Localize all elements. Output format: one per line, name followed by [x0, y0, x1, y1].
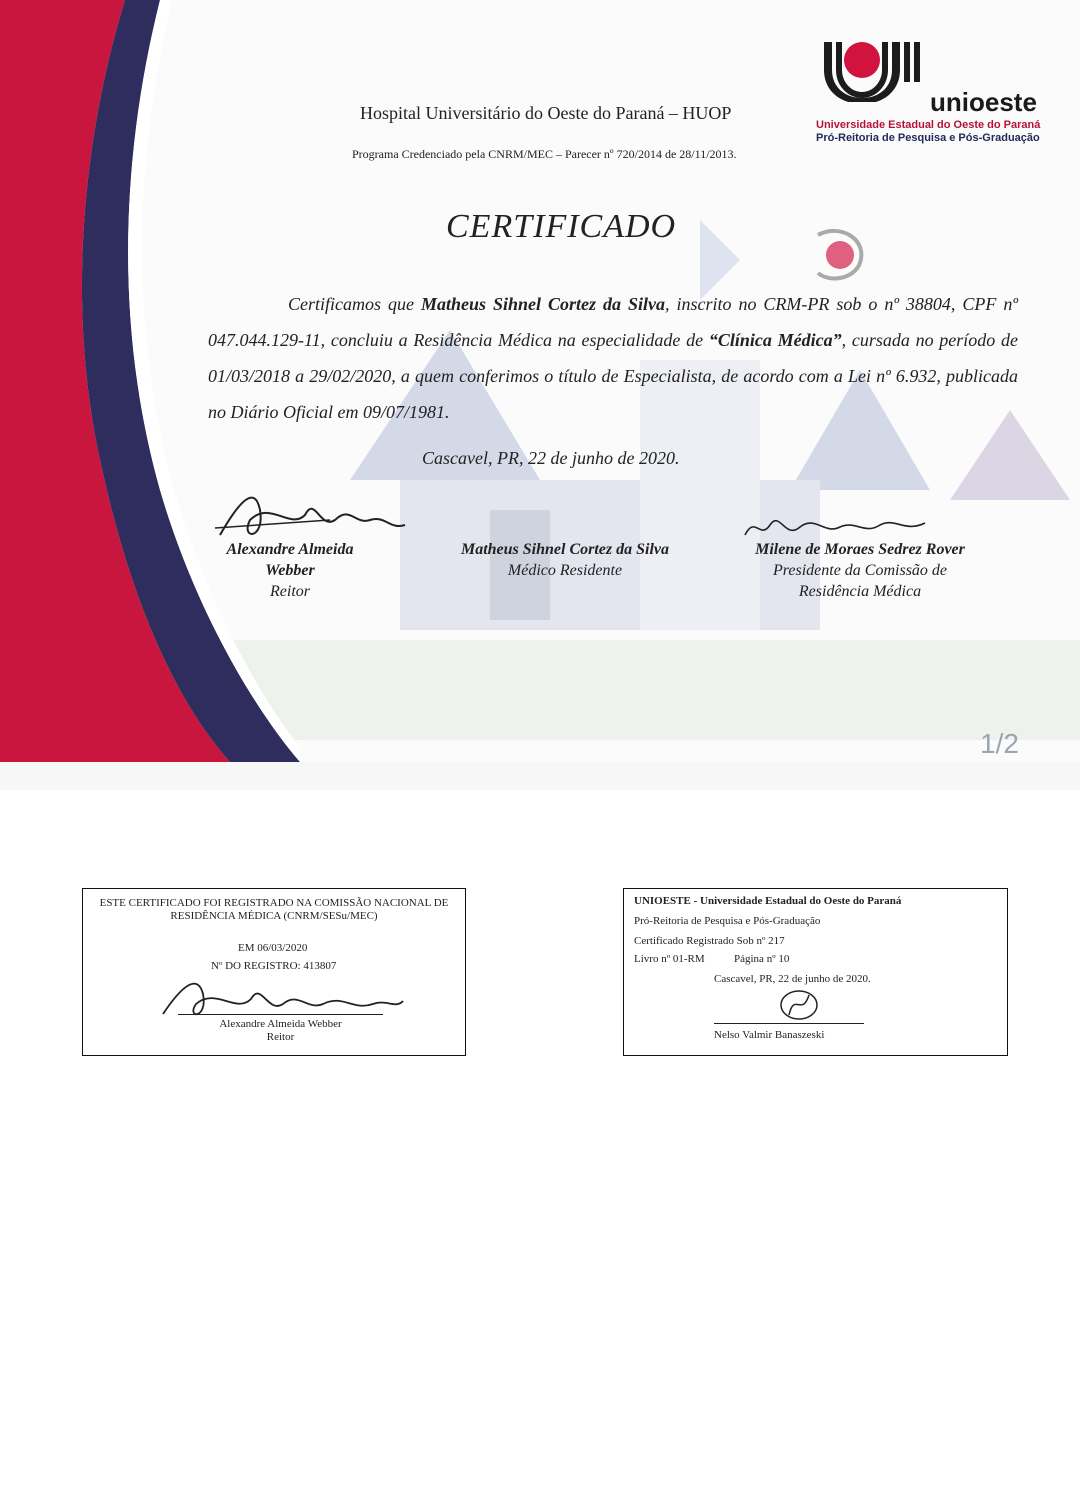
rector-role: Reitor	[270, 583, 310, 600]
body-registration: , inscrito no CRM-PR sob o nº 38804, CPF nº 047.044.129-11, concluiu a Residência Médica na especialidade de	[208, 294, 1018, 350]
program-accreditation: Programa Credenciado pela CNRM/MEC – Parecer nº 720/2014 de 28/11/2013.	[352, 147, 737, 161]
specialty-name: “Clínica Médica”	[708, 330, 842, 350]
graduate-name: Matheus Sihnel Cortez da Silva	[420, 294, 665, 314]
unioeste-stamp-fullname: - Universidade Estadual do Oeste do Paraná	[690, 895, 902, 907]
unioeste-signature	[774, 987, 824, 1025]
signature-president	[725, 539, 995, 602]
resident-role: Médico Residente	[507, 562, 623, 579]
cnrm-registry-number: Nº DO REGISTRO: 413807	[211, 960, 337, 972]
cnrm-signature	[158, 969, 408, 1024]
unioeste-stamp-acronym: UNIOESTE	[634, 895, 691, 907]
cnrm-signer-role: Reitor	[266, 1031, 295, 1043]
body-period: , cursada no período de 01/03/2018 a 29/02/2020, a quem conferimos o título de Especialista, de acordo com a Lei nº 6.932, publicada no Diário Oficial em 09/07/1981.	[208, 330, 1019, 422]
certificate-body	[208, 286, 1018, 430]
cnrm-registration-stamp	[82, 888, 466, 1056]
unioeste-stamp-dept: Pró-Reitoria de Pesquisa e Pós-Graduação	[634, 915, 821, 927]
university-name: Universidade Estadual do Oeste do Paraná	[816, 119, 1041, 131]
unioeste-stamp-title	[634, 895, 901, 907]
unioeste-emblem-icon	[810, 225, 870, 285]
cnrm-signature-line	[178, 1014, 383, 1015]
cnrm-line1: ESTE CERTIFICADO FOI REGISTRADO NA COMISSÃO NACIONAL DE	[99, 897, 449, 909]
unioeste-stamp-book: Livro nº 01-RM	[634, 953, 705, 965]
signature-resident	[430, 539, 700, 581]
unioeste-signature-line	[714, 1023, 864, 1024]
president-name: Milene de Moraes Sedrez Rover	[755, 541, 965, 558]
unioeste-stamp-page: Página nº 10	[734, 953, 790, 965]
president-role-line1: Presidente da Comissão de	[772, 562, 948, 579]
page-indicator: 1/2	[980, 728, 1019, 759]
rector-name-line2: Webber	[265, 562, 315, 579]
unioeste-signer-name: Nelso Valmir Banaszeski	[714, 1029, 825, 1041]
hospital-name: Hospital Universitário do Oeste do Paraná – HUOP	[360, 103, 732, 123]
unioeste-stamp-date: Cascavel, PR, 22 de junho de 2020.	[714, 973, 871, 985]
unioeste-registration-stamp	[623, 888, 1008, 1056]
signature-rector	[200, 539, 380, 602]
cnrm-signer-name: Alexandre Almeida Webber	[219, 1018, 342, 1030]
resident-name: Matheus Sihnel Cortez da Silva	[460, 541, 670, 558]
president-role-line2: Residência Médica	[798, 583, 922, 600]
cnrm-date: EM 06/03/2020	[238, 942, 308, 954]
rector-name-line1: Alexandre Almeida	[226, 541, 354, 558]
place-date: Cascavel, PR, 22 de junho de 2020.	[422, 448, 680, 468]
unioeste-stamp-cert-number: Certificado Registrado Sob nº 217	[634, 935, 785, 947]
unioeste-wordmark: unioeste	[930, 87, 1037, 117]
cnrm-line2: RESIDÊNCIA MÉDICA (CNRM/SESu/MEC)	[170, 910, 378, 922]
pro-rectorate-name: Pró-Reitoria de Pesquisa e Pós-Graduação	[816, 132, 1040, 144]
certificate-title: CERTIFICADO	[446, 208, 677, 245]
body-intro: Certificamos que	[288, 294, 421, 314]
